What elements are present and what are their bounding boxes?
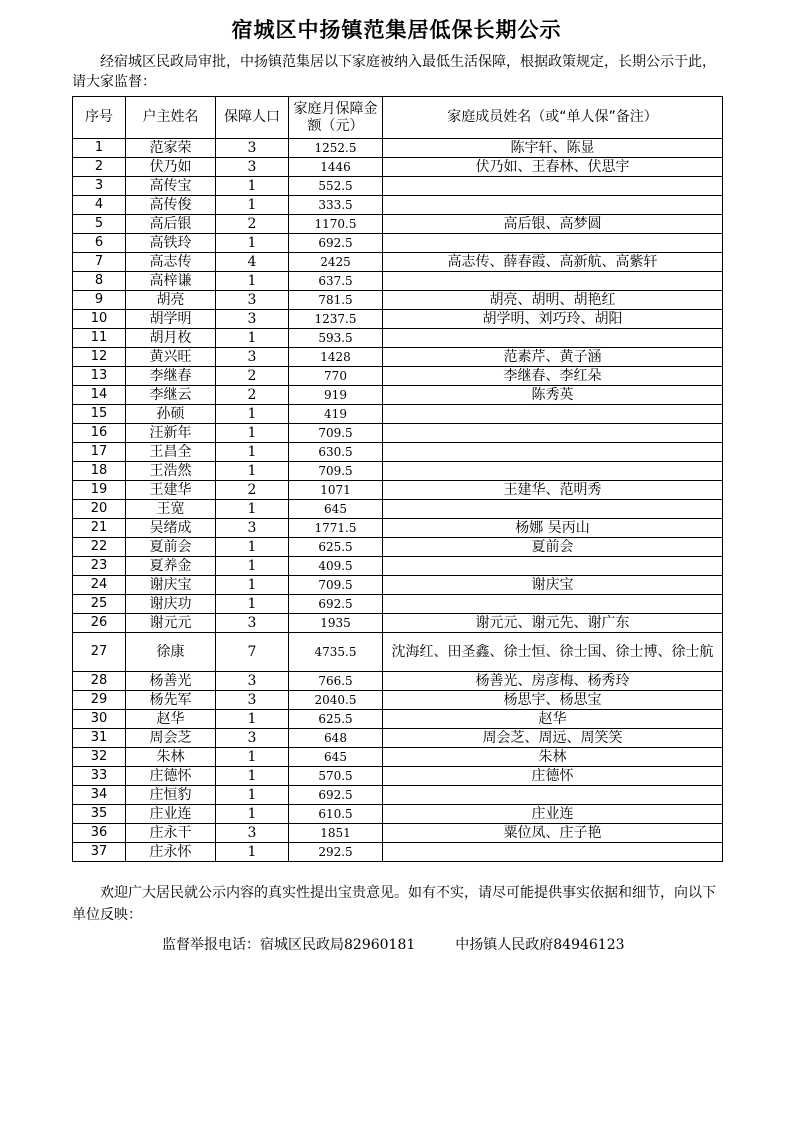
table-header-row [73, 97, 723, 139]
row-seq: 34 [73, 786, 126, 805]
row-members [383, 443, 723, 462]
row-amount: 570.5 [289, 767, 383, 786]
row-people: 1 [216, 786, 289, 805]
row-members: 陈宇轩、陈显 [383, 139, 723, 158]
row-members [383, 234, 723, 253]
table-row [73, 805, 723, 824]
row-head-name: 徐康 [126, 633, 216, 672]
row-head-name: 黄兴旺 [126, 348, 216, 367]
row-seq: 14 [73, 386, 126, 405]
row-head-name: 庄永干 [126, 824, 216, 843]
row-people: 3 [216, 614, 289, 633]
row-people: 7 [216, 633, 289, 672]
row-seq: 22 [73, 538, 126, 557]
header-name: 户主姓名 [126, 97, 216, 139]
row-members: 胡亮、胡明、胡艳红 [383, 291, 723, 310]
row-members: 周会芝、周远、周笑笑 [383, 729, 723, 748]
intro-paragraph: 经宿城区民政局审批，中扬镇范集居以下家庭被纳入最低生活保障，根据政策规定，长期公示于此，请大家监督： [72, 54, 716, 90]
row-members: 王建华、范明秀 [383, 481, 723, 500]
row-amount: 625.5 [289, 710, 383, 729]
row-seq: 35 [73, 805, 126, 824]
row-people: 1 [216, 767, 289, 786]
row-people: 2 [216, 215, 289, 234]
row-head-name: 胡亮 [126, 291, 216, 310]
row-head-name: 谢庆宝 [126, 576, 216, 595]
row-seq: 31 [73, 729, 126, 748]
row-head-name: 高传宝 [126, 177, 216, 196]
row-seq: 18 [73, 462, 126, 481]
row-people: 3 [216, 824, 289, 843]
row-members [383, 329, 723, 348]
header-members: 家庭成员姓名（或“单人保”备注） [383, 97, 723, 139]
row-members: 杨娜 吴丙山 [383, 519, 723, 538]
row-amount: 2040.5 [289, 691, 383, 710]
row-head-name: 夏养金 [126, 557, 216, 576]
row-members: 沈海红、田圣鑫、徐士恒、徐士国、徐士博、徐士航 [383, 633, 723, 672]
table-row [73, 139, 723, 158]
table-row [73, 691, 723, 710]
row-head-name: 杨先军 [126, 691, 216, 710]
row-head-name: 周会芝 [126, 729, 216, 748]
row-people: 1 [216, 748, 289, 767]
table-row [73, 595, 723, 614]
row-head-name: 胡月枚 [126, 329, 216, 348]
row-head-name: 高后银 [126, 215, 216, 234]
row-people: 1 [216, 576, 289, 595]
hotline-line [162, 934, 625, 954]
row-head-name: 庄恒豹 [126, 786, 216, 805]
table-row [73, 481, 723, 500]
row-members: 伏乃如、王春林、伏思宇 [383, 158, 723, 177]
table-row [73, 310, 723, 329]
row-amount: 1446 [289, 158, 383, 177]
table-row [73, 272, 723, 291]
row-head-name: 庄德怀 [126, 767, 216, 786]
row-seq: 23 [73, 557, 126, 576]
row-head-name: 胡学明 [126, 310, 216, 329]
row-head-name: 王昌全 [126, 443, 216, 462]
table-row [73, 367, 723, 386]
row-people: 3 [216, 310, 289, 329]
row-people: 1 [216, 462, 289, 481]
table-body [73, 139, 723, 862]
table-row [73, 710, 723, 729]
header-people: 保障人口 [216, 97, 289, 139]
row-amount: 766.5 [289, 672, 383, 691]
row-seq: 1 [73, 139, 126, 158]
table-row [73, 405, 723, 424]
row-head-name: 高传俊 [126, 196, 216, 215]
row-seq: 30 [73, 710, 126, 729]
header-seq: 序号 [73, 97, 126, 139]
row-members [383, 462, 723, 481]
row-members [383, 595, 723, 614]
row-seq: 27 [73, 633, 126, 672]
row-members [383, 557, 723, 576]
table-row [73, 291, 723, 310]
row-head-name: 吴绪成 [126, 519, 216, 538]
row-amount: 1252.5 [289, 139, 383, 158]
row-members: 高志传、薛春霞、高新航、高紫轩 [383, 253, 723, 272]
row-head-name: 王浩然 [126, 462, 216, 481]
row-members: 谢庆宝 [383, 576, 723, 595]
footer-note: 欢迎广大居民就公示内容的真实性提出宝贵意见。如有不实，请尽可能提供事实依据和细节，向以下单位反映： [72, 885, 716, 923]
row-people: 3 [216, 291, 289, 310]
row-members: 朱林 [383, 748, 723, 767]
row-amount: 709.5 [289, 462, 383, 481]
table-row [73, 443, 723, 462]
row-people: 1 [216, 595, 289, 614]
row-head-name: 范家荣 [126, 139, 216, 158]
row-head-name: 汪新年 [126, 424, 216, 443]
row-amount: 692.5 [289, 595, 383, 614]
row-seq: 4 [73, 196, 126, 215]
row-seq: 11 [73, 329, 126, 348]
row-seq: 28 [73, 672, 126, 691]
row-people: 1 [216, 557, 289, 576]
row-seq: 15 [73, 405, 126, 424]
row-people: 1 [216, 424, 289, 443]
row-amount: 630.5 [289, 443, 383, 462]
row-people: 3 [216, 672, 289, 691]
row-amount: 419 [289, 405, 383, 424]
row-amount: 709.5 [289, 576, 383, 595]
row-amount: 1071 [289, 481, 383, 500]
row-people: 1 [216, 805, 289, 824]
row-members: 高后银、高梦圆 [383, 215, 723, 234]
row-members: 杨善光、房彦梅、杨秀玲 [383, 672, 723, 691]
row-members: 杨思宇、杨思宝 [383, 691, 723, 710]
row-people: 2 [216, 367, 289, 386]
table-row [73, 824, 723, 843]
row-head-name: 伏乃如 [126, 158, 216, 177]
row-amount: 2425 [289, 253, 383, 272]
row-amount: 1771.5 [289, 519, 383, 538]
row-amount: 648 [289, 729, 383, 748]
row-seq: 10 [73, 310, 126, 329]
row-amount: 333.5 [289, 196, 383, 215]
row-amount: 645 [289, 500, 383, 519]
row-seq: 20 [73, 500, 126, 519]
row-head-name: 高志传 [126, 253, 216, 272]
table-row [73, 177, 723, 196]
row-amount: 692.5 [289, 786, 383, 805]
row-head-name: 李继春 [126, 367, 216, 386]
table-row [73, 500, 723, 519]
row-people: 3 [216, 519, 289, 538]
row-people: 1 [216, 329, 289, 348]
row-members: 胡学明、刘巧玲、胡阳 [383, 310, 723, 329]
row-members: 范素芹、黄子涵 [383, 348, 723, 367]
row-people: 3 [216, 348, 289, 367]
row-amount: 1428 [289, 348, 383, 367]
row-head-name: 朱林 [126, 748, 216, 767]
row-people: 1 [216, 710, 289, 729]
row-amount: 552.5 [289, 177, 383, 196]
row-seq: 2 [73, 158, 126, 177]
table-row [73, 729, 723, 748]
row-head-name: 孙硕 [126, 405, 216, 424]
row-amount: 1170.5 [289, 215, 383, 234]
row-amount: 637.5 [289, 272, 383, 291]
row-people: 1 [216, 500, 289, 519]
row-amount: 645 [289, 748, 383, 767]
row-people: 3 [216, 691, 289, 710]
table-row [73, 329, 723, 348]
row-seq: 17 [73, 443, 126, 462]
page-title: 宿城区中扬镇范集居低保长期公示 [231, 18, 562, 42]
row-people: 3 [216, 729, 289, 748]
row-head-name: 高铁玲 [126, 234, 216, 253]
row-amount: 409.5 [289, 557, 383, 576]
row-members [383, 405, 723, 424]
table-row [73, 158, 723, 177]
table-row [73, 234, 723, 253]
row-head-name: 高梓谦 [126, 272, 216, 291]
header-amount: 家庭月保障金额（元） [289, 97, 383, 139]
table-row [73, 843, 723, 862]
row-members: 夏前会 [383, 538, 723, 557]
row-people: 1 [216, 272, 289, 291]
row-amount: 770 [289, 367, 383, 386]
row-people: 1 [216, 234, 289, 253]
table-row [73, 767, 723, 786]
row-members [383, 196, 723, 215]
row-amount: 709.5 [289, 424, 383, 443]
row-head-name: 王建华 [126, 481, 216, 500]
row-seq: 19 [73, 481, 126, 500]
table-row [73, 672, 723, 691]
row-head-name: 庄业连 [126, 805, 216, 824]
row-seq: 13 [73, 367, 126, 386]
table-row [73, 424, 723, 443]
table-row [73, 196, 723, 215]
row-people: 1 [216, 443, 289, 462]
row-people: 2 [216, 481, 289, 500]
row-seq: 29 [73, 691, 126, 710]
row-members [383, 272, 723, 291]
row-seq: 21 [73, 519, 126, 538]
row-head-name: 赵华 [126, 710, 216, 729]
row-people: 3 [216, 158, 289, 177]
row-seq: 9 [73, 291, 126, 310]
row-head-name: 杨善光 [126, 672, 216, 691]
row-amount: 919 [289, 386, 383, 405]
row-members [383, 424, 723, 443]
table-row [73, 614, 723, 633]
row-head-name: 庄永怀 [126, 843, 216, 862]
row-head-name: 李继云 [126, 386, 216, 405]
row-amount: 692.5 [289, 234, 383, 253]
contact-civil-affairs: 宿城区民政局82960181 [260, 937, 416, 953]
table-row [73, 557, 723, 576]
row-members: 赵华 [383, 710, 723, 729]
row-people: 3 [216, 139, 289, 158]
row-seq: 25 [73, 595, 126, 614]
row-head-name: 谢庆功 [126, 595, 216, 614]
table-row [73, 633, 723, 672]
row-amount: 1935 [289, 614, 383, 633]
table-row [73, 786, 723, 805]
hotline-label: 监督举报电话： [162, 937, 260, 953]
row-people: 2 [216, 386, 289, 405]
row-members: 陈秀英 [383, 386, 723, 405]
table-row [73, 348, 723, 367]
row-seq: 12 [73, 348, 126, 367]
row-seq: 16 [73, 424, 126, 443]
table-row [73, 386, 723, 405]
row-amount: 1237.5 [289, 310, 383, 329]
table-row [73, 253, 723, 272]
table-row [73, 462, 723, 481]
row-amount: 781.5 [289, 291, 383, 310]
row-people: 1 [216, 196, 289, 215]
row-members: 李继春、李红朵 [383, 367, 723, 386]
row-seq: 32 [73, 748, 126, 767]
row-seq: 37 [73, 843, 126, 862]
table-row [73, 538, 723, 557]
row-amount: 593.5 [289, 329, 383, 348]
row-members: 谢元元、谢元先、谢广东 [383, 614, 723, 633]
row-seq: 6 [73, 234, 126, 253]
row-seq: 8 [73, 272, 126, 291]
row-seq: 5 [73, 215, 126, 234]
row-amount: 292.5 [289, 843, 383, 862]
row-amount: 4735.5 [289, 633, 383, 672]
row-members [383, 843, 723, 862]
row-members [383, 786, 723, 805]
row-head-name: 王宽 [126, 500, 216, 519]
table-row [73, 748, 723, 767]
row-members [383, 500, 723, 519]
row-head-name: 夏前会 [126, 538, 216, 557]
row-seq: 7 [73, 253, 126, 272]
row-amount: 610.5 [289, 805, 383, 824]
row-members: 庄德怀 [383, 767, 723, 786]
table-row [73, 576, 723, 595]
table-row [73, 519, 723, 538]
row-members: 庄业连 [383, 805, 723, 824]
row-amount: 625.5 [289, 538, 383, 557]
assistance-table [72, 96, 723, 862]
contact-town-government: 中扬镇人民政府84946123 [455, 937, 625, 953]
row-head-name: 谢元元 [126, 614, 216, 633]
row-amount: 1851 [289, 824, 383, 843]
row-people: 1 [216, 405, 289, 424]
row-people: 1 [216, 538, 289, 557]
row-seq: 36 [73, 824, 126, 843]
table-row [73, 215, 723, 234]
row-people: 1 [216, 843, 289, 862]
row-people: 1 [216, 177, 289, 196]
row-seq: 3 [73, 177, 126, 196]
row-seq: 26 [73, 614, 126, 633]
row-people: 4 [216, 253, 289, 272]
row-members: 粟位凤、庄子艳 [383, 824, 723, 843]
row-members [383, 177, 723, 196]
row-seq: 24 [73, 576, 126, 595]
row-seq: 33 [73, 767, 126, 786]
